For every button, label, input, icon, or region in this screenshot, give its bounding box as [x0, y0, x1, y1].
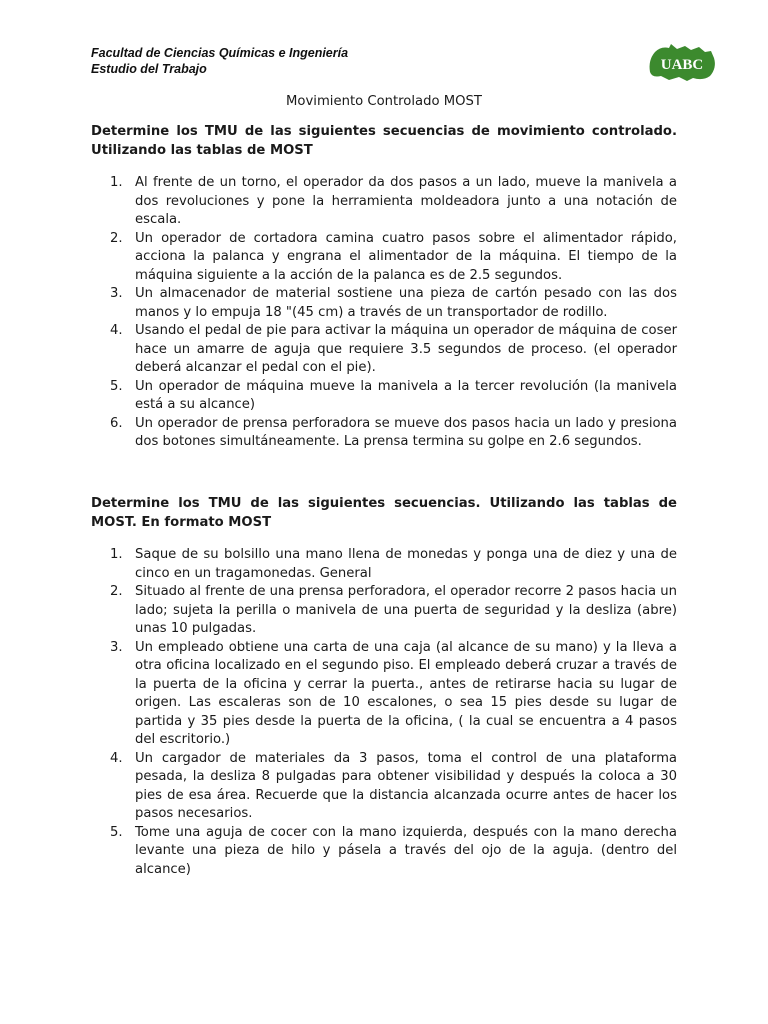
list-item-text: Un operador de prensa perforadora se mueve dos pasos hacia un lado y presiona dos botones simultáneamente. La prensa termina su golpe en 2.6 segundos. — [135, 415, 677, 449]
list-item-text: Un almacenador de material sostiene una pieza de cartón pesado con las dos manos y lo empuja 18 "(45 cm) a través de un transportador de rodillo. — [135, 286, 677, 320]
faculty-name: Facultad de Ciencias Químicas e Ingeniería — [91, 46, 349, 60]
list-item — [91, 750, 677, 824]
section1-heading: Determine los TMU de las siguientes secuencias de movimiento controlado. Utilizando las tablas de MOST — [91, 124, 677, 158]
logo-text: UABC — [660, 57, 704, 73]
list-item-number: 4. — [110, 750, 123, 766]
list-item-text: Un operador de cortadora camina cuatro pasos sobre el alimentador rápido, acciona la palanca y engrana el alimentador de la máquina. El tiempo de la máquina siguiente a la acción de la palanca es de 2.5 segundos. — [135, 230, 677, 283]
list-item — [91, 639, 677, 750]
document-header — [91, 45, 531, 77]
list-item-text: Situado al frente de una prensa perforadora, el operador recorre 2 pasos hacia un lado; sujeta la perilla o manivela de una puerta de seguridad y la desliza (abre) unas 10 pulgadas. — [135, 584, 677, 636]
list-item-number: 2. — [110, 584, 123, 599]
section2-list — [91, 546, 677, 879]
list-item-number: 1. — [110, 547, 123, 562]
list-item-text: Un cargador de materiales da 3 pasos, toma el control de una plataforma pesada, la desliza 8 pulgadas para obtener visibilidad y después la coloca a 30 pies de esa área. Recuerde que la distancia alcanzada ocurre antes de hacer los pasos necesarios. — [135, 750, 677, 821]
list-item — [91, 546, 677, 583]
list-item — [91, 285, 677, 322]
uabc-logo — [647, 42, 717, 82]
list-item — [91, 824, 677, 880]
list-item-text: Saque de su bolsillo una mano llena de monedas y ponga una de diez y una de cinco en un tragamonedas. General — [135, 547, 677, 581]
list-item — [91, 415, 677, 452]
list-item-number: 3. — [110, 639, 123, 655]
list-item — [91, 322, 677, 378]
list-item — [91, 230, 677, 286]
list-item-text: Un operador de máquina mueve la manivela a la tercer revolución (la manivela está a su alcance) — [135, 378, 677, 412]
list-item-number: 2. — [110, 230, 123, 246]
list-item — [91, 378, 677, 415]
section2-heading: Determine los TMU de las siguientes secuencias. Utilizando las tablas de MOST. En formato MOST — [91, 496, 677, 530]
list-item — [91, 583, 677, 639]
list-item-number: 3. — [110, 286, 123, 301]
list-item-number: 4. — [110, 323, 123, 338]
list-item-number: 6. — [110, 415, 123, 431]
list-item-text: Usando el pedal de pie para activar la máquina un operador de máquina de coser hace un amarre de aguja que requiere 3.5 segundos de proceso. (el operador deberá alcanzar el pedal con el pie). — [135, 323, 677, 375]
uabc-logo-graphic — [647, 42, 717, 82]
section1-list — [91, 174, 677, 452]
list-item-text: Tome una aguja de cocer con la mano izquierda, después con la mano derecha levante una pieza de hilo y pásela a través del ojo de la aguja. (dentro del alcance) — [135, 824, 677, 877]
list-item-text: Un empleado obtiene una carta de una caja (al alcance de su mano) y la lleva a otra oficina localizado en el segundo piso. El empleado deberá cruzar a través de la puerta de la oficina y cerrar la puerta., antes de retirarse hacia su lugar de origen. Las escaleras son de 10 escalones, o sea 15 pies desde su lugar de partida y 35 pies desde la puerta de la oficina, ( la cual se encuentra a 4 pasos del escritorio.) — [135, 639, 677, 747]
course-name: Estudio del Trabajo — [91, 62, 207, 76]
list-item-number: 5. — [110, 824, 123, 840]
page-title: Movimiento Controlado MOST — [286, 94, 482, 109]
list-item-text: Al frente de un torno, el operador da dos pasos a un lado, mueve la manivela a dos revoluciones y pone la herramienta moldeadora junto a una notación de escala. — [135, 175, 677, 227]
list-item-number: 5. — [110, 378, 123, 394]
list-item-number: 1. — [110, 175, 123, 190]
list-item — [91, 174, 677, 230]
